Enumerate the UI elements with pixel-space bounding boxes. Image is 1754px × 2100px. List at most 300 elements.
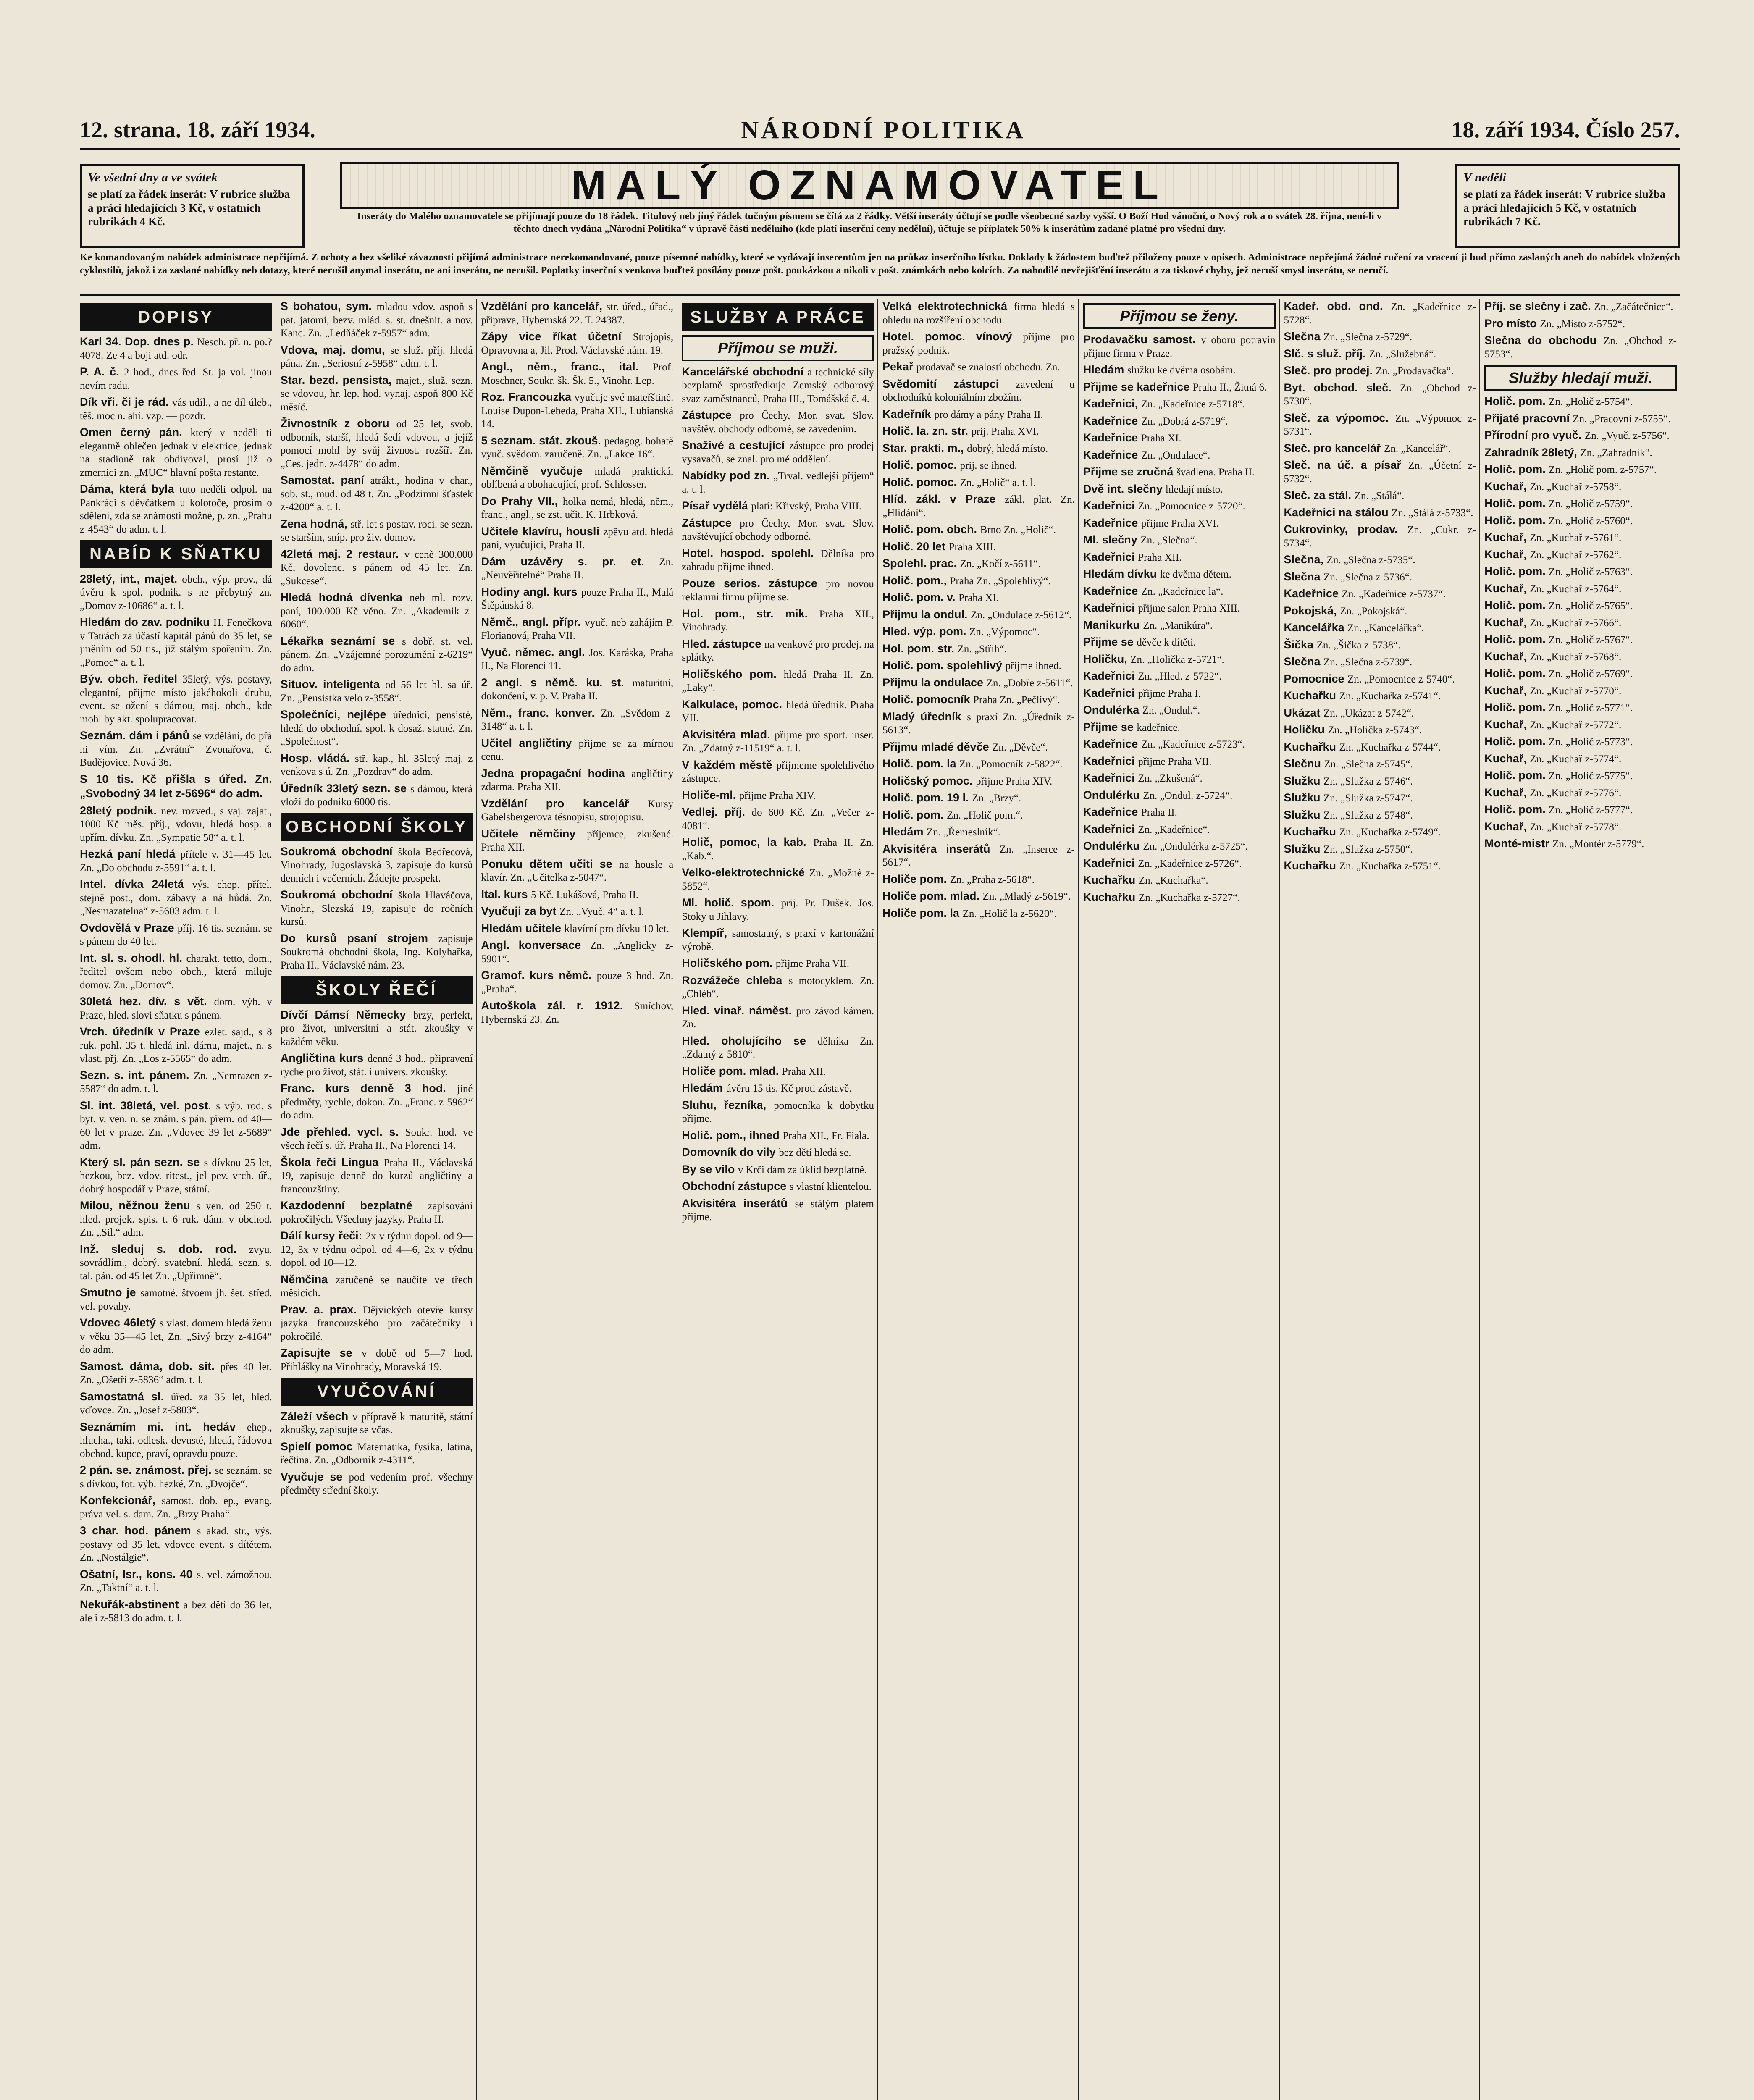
ad-headline: Ital. kurs	[481, 887, 531, 900]
ad-text: do 600 Kč. Zn. „Večer z-4081“.	[682, 807, 874, 832]
ad-text: dom. výb. v Praze, hled. slovi sňatku s pánem.	[80, 996, 272, 1021]
ad-headline: Holičský pomoc.	[882, 774, 976, 787]
ad-text: Zn. „Kuchař z-5768“.	[1530, 651, 1622, 663]
classified-ad	[882, 522, 1075, 537]
ad-headline: Holiče pom. mlad.	[682, 1064, 782, 1077]
ad-text: s výb. rod. s byt. v. ven. n. se znám. s pán. přem. od 40—60 let v praze. Zn. „Vdovec 39 let z-5689“ adm.	[80, 1100, 272, 1152]
classified-ad	[1284, 654, 1476, 669]
ad-headline: Akvisitéra inserátů	[882, 842, 1000, 855]
ad-text: Zn. „Kuchař z-5766“.	[1530, 617, 1622, 629]
ad-headline: Ondulérku	[1083, 788, 1143, 801]
ad-headline: Omen černý pán.	[80, 426, 191, 439]
ad-text: Dělníka pro zahradu přijme ihned.	[682, 548, 874, 573]
ad-text: Smíchov, Hybernská 23. Zn.	[481, 1000, 674, 1025]
ad-headline: Holič, pomoc, la kab.	[682, 836, 814, 849]
ad-headline: Kadeřník	[882, 407, 935, 420]
ad-text: Zn. „Holička z-5721“.	[1130, 654, 1224, 665]
ad-text: Zn. „Pokojská“.	[1340, 605, 1407, 617]
ad-text: Zn. „Účetní z-5732“.	[1284, 460, 1476, 485]
ad-headline: Zástupce	[682, 516, 740, 529]
ad-headline: Kadeřnice	[1083, 448, 1141, 461]
classified-ad	[80, 1024, 272, 1066]
classified-ad	[481, 645, 674, 673]
ad-text: samotné. štvoem jh. šet. střed. vel. povahy.	[80, 1287, 272, 1312]
ad-text: Zn. „Holič z-5759“.	[1549, 498, 1633, 510]
classified-ad	[481, 329, 674, 357]
ad-text: Praha II., Václavská 19, zapisuje denně do kurzů angličtiny a francouzštiny.	[280, 1157, 473, 1195]
ad-headline: Holič. pom.	[1484, 701, 1549, 714]
classified-ad	[682, 606, 874, 634]
ad-headline: Kuchař,	[1484, 752, 1530, 765]
ad-text: prij. Pr. Dušek. Jos. Stoky u Jihlavy.	[682, 898, 874, 922]
classified-ad	[80, 572, 272, 613]
classified-ad	[281, 844, 473, 885]
ad-text: Zn. „Holič pom.“.	[947, 809, 1023, 821]
ad-text: Zn. „Ondulérka z-5725“.	[1143, 841, 1248, 853]
classified-ad	[281, 634, 473, 675]
classified-ad	[481, 887, 674, 902]
classified-ad	[80, 615, 272, 669]
classified-ad	[281, 373, 473, 414]
ad-headline: Angl. konversace	[481, 939, 590, 951]
ad-headline: Kancelářka	[1284, 621, 1348, 634]
classified-ad	[80, 1098, 272, 1152]
ad-text: přijme pro pražský podnik.	[882, 331, 1075, 356]
ad-text: Zn. „Prodavačka“.	[1376, 365, 1454, 377]
ad-text: brzy, perfekt, pro život, universitní a stát. zkoušky v každém věku.	[280, 1009, 473, 1047]
ad-text: Zn. „Zahradník“.	[1580, 447, 1652, 459]
classified-ad	[882, 492, 1075, 520]
ad-headline: Který sl. pán sezn. se	[80, 1155, 204, 1168]
ad-headline: Hotel. pomoc. vínový	[882, 330, 1023, 343]
classified-ad	[1083, 380, 1276, 394]
classified-ad	[1284, 824, 1476, 839]
ad-headline: Holiče pom. mlad.	[882, 890, 983, 902]
ad-text: Zn. „Kuchař z-5764“.	[1530, 583, 1622, 595]
classified-ad	[481, 494, 674, 522]
classified-ad	[281, 887, 473, 929]
classified-ad	[882, 692, 1075, 707]
classified-ad	[882, 756, 1075, 771]
classified-ad	[281, 1272, 473, 1300]
ad-text: Zn. „Slečna z-5729“.	[1323, 331, 1413, 343]
ad-headline: Star. bezd. pensista,	[280, 373, 396, 386]
classified-ad	[682, 788, 874, 803]
ad-headline: Holič. pom.	[1484, 769, 1549, 782]
ad-column	[1484, 299, 1680, 2100]
classified-ad	[1284, 458, 1476, 486]
ad-text: se seznám. se s dívkou, fot. výb. hezké, Zn. „Dvojče“.	[80, 1465, 272, 1490]
ad-text: samostatný, s praxí v kartonážní výrobě.	[682, 928, 874, 953]
classified-ad	[481, 554, 674, 582]
ad-headline: Prodavačku samost.	[1083, 333, 1201, 346]
ad-text: s vlast. domem hledá ženu v věku 35—45 let, Zn. „Sivý brzy z-4164“ do adm.	[80, 1318, 272, 1356]
classified-ad	[682, 365, 874, 406]
ad-text: pedagog. bohatě vyuč. svědom. zaručeně. Zn. „Lakce 16“.	[481, 435, 674, 460]
ad-text: Zn. „Kuchař z-5774“.	[1530, 753, 1622, 765]
classified-ad	[1284, 790, 1476, 805]
ad-headline: Přijme se zručná	[1083, 465, 1176, 478]
ad-headline: Int. sl. s. ohodl. hl.	[80, 951, 186, 964]
ad-text: pro Čechy, Mor. svat. Slov. navštěv. obchody odborné, se zavedením.	[682, 410, 874, 435]
ad-headline: Holičského pom.	[682, 667, 784, 680]
ad-text: tuto neděli odpol. na Pankráci s děvčátkem u kolotoče, prosím o sdělení, zda se známostí možné, p. zn. „Prahu z-4543“ do adm. t. l.	[80, 484, 272, 535]
ad-headline: Sleč. za stál.	[1284, 489, 1355, 501]
ad-text: Zn. „Kancelář“.	[1384, 443, 1451, 454]
section-heading: SLUŽBY A PRÁCE	[682, 303, 874, 331]
ad-headline: Soukromá obchodní	[280, 845, 398, 858]
ad-headline: Hledám	[1083, 363, 1127, 376]
ad-text: Praha II.	[1141, 807, 1177, 819]
ad-text: pouze Praha II., Malá Štěpánská 8.	[481, 586, 674, 611]
classified-ad	[281, 416, 473, 470]
ad-text: pro dámy a pány Praha II.	[934, 409, 1043, 420]
ad-text: Zn. „Výpomoc z-5731“.	[1284, 412, 1476, 437]
ad-headline: Holič. 20 let	[882, 540, 949, 553]
classified-ad	[80, 1198, 272, 1239]
ad-text: příj. 16 tis. seznám. se s pánem do 40 let.	[80, 922, 272, 948]
ad-headline: Kadeřnice	[1083, 516, 1141, 529]
ad-headline: Star. prakti. m.,	[882, 441, 967, 454]
ad-text: přijme ihned.	[1005, 660, 1061, 672]
intro-notice: Ke komandovaným nabídek administrace nepřijímá. Z ochoty a bez všeliké závaznosti přijímá administrace nerekomandované, pouze písemné nabídky, které se vydávají inserentům jen na průkaz inserčního lístku. Doklady k žádostem buďtež přiloženy pouze v opisech. Administrace nepřejímá žádné ručení za vracení ji bud přímo zaslaných aneb do nabídek vložených cyklostilů, jakož i za zaslané nabídky neb dotazy, které nerušil anymal inserátu, ne ani inserátu, ne nerušil. Poplatky inserční s venkova buďtež posílány pouze pošt. poukázkou a nikoli v pošt. známkách nebo kolcích. Za nahodilé nevřejišťění inserátu a za tiskové chyby, jež neruší smysl inserátu, se neručí.	[80, 252, 1680, 276]
classified-ad	[1083, 720, 1276, 735]
classified-ad	[80, 994, 272, 1022]
ad-headline: Ondulérku	[1083, 840, 1143, 853]
ad-text: Zn. „Začátečnice“.	[1594, 301, 1673, 312]
classified-ad	[481, 706, 674, 733]
ad-text: Zn. „Vyuč. 4“ a. t. l.	[559, 906, 644, 917]
ad-headline: Dík vři. či je rád.	[80, 396, 172, 409]
ad-headline: Společníci, nejlépe	[280, 708, 393, 721]
classified-ad	[682, 667, 874, 695]
ad-headline: Gramof. kurs němč.	[481, 969, 597, 982]
classified-ad	[682, 1145, 874, 1160]
classified-ad	[281, 473, 473, 514]
section-heading: DOPISY	[80, 303, 272, 331]
ad-headline: Kuchař,	[1484, 718, 1530, 731]
ad-headline: Angl., něm., franc., ital.	[481, 360, 653, 373]
ad-text: prij. se ihned.	[960, 460, 1017, 471]
ad-headline: Služku	[1284, 774, 1324, 787]
classified-ad	[882, 808, 1075, 822]
ad-headline: Samostat. paní	[280, 474, 370, 486]
classified-ad	[1284, 740, 1476, 754]
left-price-box	[80, 164, 305, 248]
ad-headline: Holič. pomoc.	[882, 459, 960, 471]
ad-headline: Živnostník z oboru	[280, 417, 396, 430]
ad-text: úvěru 15 tis. Kč proti zástavě.	[726, 1083, 852, 1095]
ad-headline: Kadeřnice	[1083, 806, 1141, 819]
ad-headline: Kuchař,	[1484, 548, 1530, 561]
ad-text: pouze 3 hod. Zn. „Praha“.	[481, 970, 674, 995]
classified-ad	[1083, 499, 1276, 513]
classified-ad	[682, 576, 874, 604]
ad-headline: Holič. pom. 19 l.	[882, 791, 972, 804]
ad-text: Zn. „Pracovní z-5755“.	[1573, 413, 1671, 425]
ad-headline: Sleč. na úč. a písař	[1284, 459, 1408, 471]
classified-ad	[1083, 430, 1276, 445]
ad-text: Zn. „Holička z-5743“.	[1328, 724, 1422, 736]
classified-ad	[481, 675, 674, 703]
ad-text: Praha Zn. „Spolehlivý“.	[950, 575, 1051, 587]
ad-headline: Dám uzávěry s. pr. et.	[481, 555, 659, 568]
ad-text: vyuč. neb zahájím P. Florianová, Praha VII.	[481, 617, 674, 641]
classified-ad	[882, 329, 1075, 357]
ad-headline: Lékařka seznámí se	[280, 634, 402, 647]
section-heading: Příjmou se muži.	[682, 335, 874, 361]
classified-ad	[882, 675, 1075, 690]
classified-ad	[80, 1493, 272, 1521]
ad-headline: Spielí pomoc	[280, 1440, 357, 1453]
ad-text: 5 Kč. Lukášová, Praha II.	[531, 889, 639, 900]
ad-headline: Inž. sleduj s. dob. rod.	[80, 1242, 249, 1255]
ad-text: Zn. „Cukr. z-5734“.	[1284, 524, 1476, 549]
ad-headline: Holič. pom.	[1484, 565, 1549, 578]
ad-headline: Zahradník 28letý,	[1484, 446, 1581, 459]
ad-text: pro Čechy, Mor. svat. Slov. navštěvující obchody odborné.	[682, 517, 874, 543]
ad-text: škola Bedřecová, Vinohrady, Jugoslávská 3, zapisuje do kursů denních i večerních. Žádejte prospekt.	[280, 846, 473, 884]
ad-text: Zn. „Slečna z-5745“.	[1324, 759, 1413, 770]
ad-text: Zn. „Slečna z-5736“.	[1323, 571, 1413, 583]
ad-headline: S 10 tis. Kč přišla s úřed. Zn. „Svobodný 34 let z-5696“ do adm.	[80, 772, 272, 800]
classified-ad	[1083, 669, 1276, 683]
classified-ad	[682, 1081, 874, 1095]
section-heading: NABÍD K SŇATKU	[80, 540, 272, 568]
classified-ad	[80, 772, 272, 801]
ad-text: hledá Praha II. Zn. „Laky“.	[682, 669, 874, 694]
classified-ad	[281, 590, 473, 631]
ad-headline: Zapisujte se	[280, 1347, 362, 1360]
classified-ad	[1083, 448, 1276, 462]
classified-ad	[882, 889, 1075, 903]
classified-ad	[80, 1597, 272, 1625]
classified-ad	[80, 877, 272, 918]
ad-text: s akad. str., výs. postavy od 35 let, vdovce event. s dítětem. Zn. „Nostálgie“.	[80, 1525, 272, 1564]
classified-ad	[80, 1068, 272, 1096]
classified-ad	[882, 573, 1075, 588]
classified-ad	[1284, 620, 1476, 635]
classified-ad	[1083, 788, 1276, 803]
classified-ad	[80, 803, 272, 845]
ad-text: se stálým platem přijme.	[682, 1198, 874, 1223]
classified-ad	[682, 727, 874, 755]
classified-ad	[1284, 774, 1476, 788]
ad-headline: Mladý úředník	[882, 710, 967, 723]
classified-ad	[80, 1315, 272, 1357]
ad-headline: Kadeřnice	[1284, 587, 1342, 600]
ad-columns	[80, 299, 1680, 2100]
ad-headline: Holičského pom.	[682, 957, 776, 970]
ad-text: Zn. „Inserce z-5617“.	[882, 843, 1075, 868]
classified-ad	[682, 805, 874, 832]
classified-ad	[80, 1242, 272, 1283]
ad-text: Zn. „Kadeřnice z-5737“.	[1342, 588, 1446, 600]
ad-headline: Holič. pom.	[1484, 803, 1549, 816]
classified-ad	[882, 842, 1075, 869]
classified-ad	[682, 516, 874, 543]
ad-text: Brno Zn. „Holič“.	[980, 524, 1056, 536]
classified-ad	[1083, 686, 1276, 701]
ad-text: Zn. „Kuchař z-5776“.	[1530, 787, 1622, 799]
ad-text: Zn. „Ondulace“.	[1141, 449, 1210, 461]
ad-headline: 5 seznam. stát. zkouš.	[481, 434, 604, 447]
classified-ad	[682, 697, 874, 725]
ad-headline: Kadeřnici	[1083, 686, 1138, 699]
ad-text: Zn. „Ondulace z-5612“.	[971, 609, 1072, 621]
ad-text: kadeřnice.	[1137, 722, 1180, 733]
ad-text: 2x v týdnu dopol. od 9—12, 3x v týdnu odpol. od 4—6, 2x v týdnu dopol. od 10—12.	[280, 1231, 473, 1269]
ad-headline: Holič. pom. la	[882, 757, 960, 770]
classified-ad	[1284, 299, 1476, 327]
classified-ad	[281, 1409, 473, 1437]
classified-ad	[882, 441, 1075, 456]
classified-ad	[882, 539, 1075, 554]
ad-text: atrákt., hodina v char., sob. st., mud. od 48 t. Zn. „Podzimni šťastek z-4200“ a. t. l.	[280, 475, 473, 513]
ad-text: Zn. „Obchod z-5753“.	[1484, 335, 1677, 360]
ad-text: zapisuje Soukromá obchodní škola, Ing. Kolyhařka, Praha II., Václavské nám. 23.	[280, 933, 473, 971]
classified-ad	[1284, 552, 1476, 567]
ad-text: škola Hlaváčova, Vinohr., Slezská 19, zapisuje do ročních kursů.	[280, 890, 473, 928]
classified-ad	[1484, 785, 1677, 800]
ad-headline: Vyučuji za byt	[481, 905, 560, 917]
ad-headline: Kuchař,	[1484, 820, 1530, 833]
ad-text: Zn. „Služka z-5747“.	[1323, 793, 1413, 804]
ad-headline: Slečna	[1284, 655, 1324, 668]
ad-headline: 28letý podnik.	[80, 804, 161, 817]
ad-text: Zn. „Kadeřnice z-5726“.	[1138, 858, 1242, 869]
classified-ad	[882, 774, 1075, 788]
ad-headline: Ml. slečny	[1083, 533, 1141, 546]
classified-ad	[80, 728, 272, 769]
classified-ad	[1284, 706, 1476, 720]
ad-text: Zn. „Holič z-5775“.	[1549, 770, 1633, 782]
section-heading: VYUČOVÁNÍ	[281, 1378, 473, 1405]
ad-column	[682, 299, 878, 2100]
right-price-box	[1455, 164, 1680, 248]
ad-headline: Písař vydělá	[682, 499, 751, 512]
ad-text: Zn. „Montér z-5779“.	[1552, 838, 1644, 850]
classified-ad	[1284, 586, 1476, 601]
ad-column	[1083, 299, 1280, 2100]
ad-headline: Pekař	[882, 360, 917, 373]
ad-headline: Ukázat	[1284, 706, 1324, 719]
ad-text: Jos. Karáska, Praha II., Na Florenci 11.	[481, 647, 674, 672]
ad-text: klavírní pro dívku 10 let.	[564, 923, 669, 934]
ad-headline: Holiče pom.	[882, 872, 950, 885]
classified-ad	[1083, 839, 1276, 853]
classified-ad	[1284, 488, 1476, 503]
classified-ad	[1083, 567, 1276, 581]
ad-headline: Býv. obch. ředitel	[80, 672, 183, 685]
classified-ad	[1484, 683, 1677, 698]
classified-ad	[682, 1098, 874, 1126]
ad-text: s vlastní klientelou.	[789, 1181, 872, 1193]
ad-text: Zn. „Kuchař z-5778“.	[1530, 821, 1622, 833]
classified-ad	[281, 547, 473, 588]
classified-ad	[682, 1034, 874, 1061]
classified-ad	[682, 438, 874, 466]
ad-headline: Situov. inteligenta	[280, 678, 386, 690]
ad-text: Strojopis, Opravovna a, Jil. Prod. Václavské nám. 19.	[481, 331, 674, 356]
classified-ad	[1484, 333, 1677, 361]
ad-headline: Hotel. hospod. spolehl.	[682, 546, 821, 559]
classified-ad	[1083, 805, 1276, 819]
ad-text: Zn. „Služka z-5750“.	[1323, 843, 1413, 855]
classified-ad	[481, 299, 674, 327]
ad-text: angličtiny zdarma. Praha XII.	[481, 768, 674, 793]
classified-ad	[1284, 638, 1476, 652]
ad-headline: Ml. holič. spom.	[682, 896, 781, 909]
ad-headline: Spolehl. prac.	[882, 557, 960, 570]
ad-text: Zn. „Ondul.“.	[1142, 705, 1200, 717]
classified-ad	[1083, 332, 1276, 360]
classified-ad	[1484, 717, 1677, 732]
ad-text: Zn. „Neuvěřitelné“ Praha II.	[481, 556, 674, 581]
ad-text: prodavač se znalostí obchodu. Zn.	[916, 362, 1060, 373]
ad-headline: Hledám dívku	[1083, 567, 1160, 580]
ad-headline: Přijme se	[1083, 720, 1137, 733]
ad-headline: Služku	[1284, 791, 1324, 804]
classified-ad	[1484, 445, 1677, 460]
ad-headline: Dvě int. slečny	[1083, 482, 1166, 495]
ad-headline: Slečna	[1284, 570, 1324, 583]
classified-ad	[281, 707, 473, 748]
classified-ad	[281, 1155, 473, 1196]
classified-ad	[281, 1302, 473, 1344]
classified-ad	[281, 1228, 473, 1270]
classified-ad	[1284, 505, 1476, 520]
classified-ad	[882, 824, 1075, 839]
ad-headline: Sleč. pro prodej.	[1284, 364, 1376, 377]
ad-headline: Ponuku dětem učiti se	[481, 857, 619, 870]
classified-ad	[281, 1346, 473, 1373]
classified-ad	[1083, 362, 1276, 377]
classified-ad	[80, 1389, 272, 1417]
ad-text: přijme Praha I.	[1138, 688, 1201, 699]
ad-text: denně 3 hod., připravení ryche pro život, stát. i univers. zkoušky.	[280, 1053, 473, 1078]
ad-text: přijme Praha VII.	[775, 958, 849, 970]
ad-text: Zn. „Kuchařka z-5749“.	[1339, 827, 1441, 838]
ad-text: Praha XI.	[1141, 433, 1182, 444]
classified-ad	[80, 395, 272, 423]
ad-headline: Kuchař,	[1484, 480, 1530, 493]
ad-text: holka nemá, hledá, něm., franc., angl., se zst. učit. K. Hrbková.	[481, 496, 674, 520]
ad-text: Zn. „Děvče“.	[992, 741, 1048, 753]
classified-ad	[682, 1064, 874, 1079]
classified-ad	[80, 847, 272, 874]
ad-headline: Holič. pom.	[1484, 514, 1549, 527]
ad-headline: Němč., angl. přípr.	[481, 615, 585, 628]
classified-ad	[682, 1162, 874, 1177]
ad-text: s dámou, která vloží do podniku 6000 tis.	[280, 783, 473, 808]
ad-headline: Rozvážeče chleba	[682, 974, 789, 987]
classified-ad	[481, 827, 674, 854]
classified-ad	[682, 956, 874, 971]
ad-headline: Intel. dívka 24letá	[80, 878, 192, 891]
ad-text: Zn. „Holič z-5767“.	[1549, 634, 1633, 646]
ad-headline: Samostatná sl.	[80, 1390, 171, 1403]
ad-text: Zn. „Možné z-5852“.	[682, 867, 874, 892]
ad-text: Zn. „Praha z-5618“.	[950, 874, 1035, 885]
ad-headline: Kadeřnice	[1083, 414, 1141, 427]
classified-ad	[1083, 465, 1276, 479]
ad-text: mladá praktická, oblíbená a obohacující, prof. Schlosser.	[481, 465, 674, 490]
classified-ad	[882, 790, 1075, 805]
ad-text: ezlet. sajd., s 8 ruk. pohl. 35 t. hledá inl. dámu, majet., n. s vlast. přj. Zn. „Los z-5565“ do adm.	[80, 1026, 272, 1065]
classified-ad	[281, 1125, 473, 1152]
ad-headline: Do Prahy VII.,	[481, 494, 563, 507]
